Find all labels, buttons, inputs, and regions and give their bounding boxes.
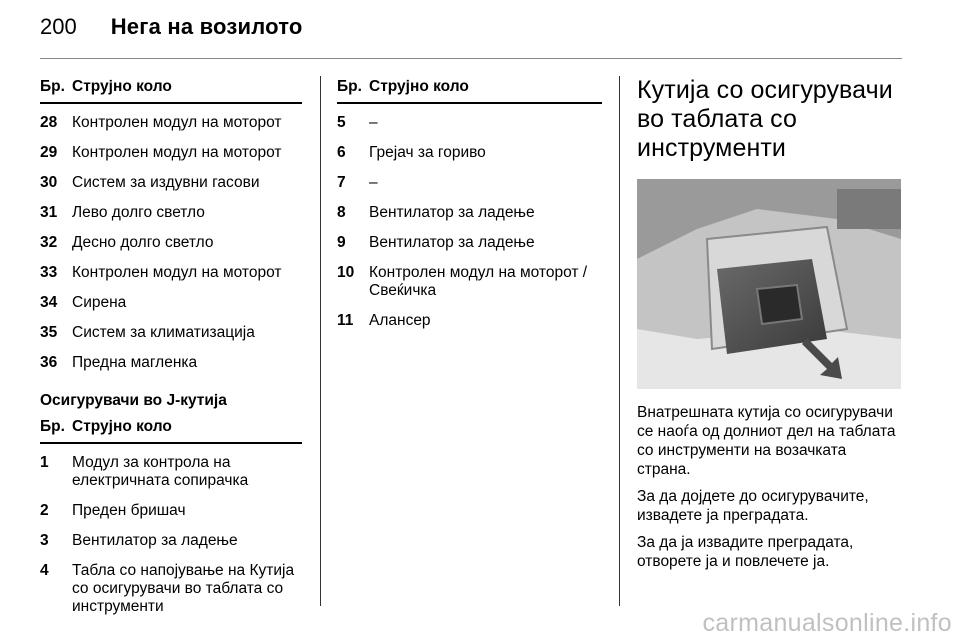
fuse-circuit: Систем за климатизација xyxy=(72,324,255,341)
table-header xyxy=(337,78,602,104)
fuse-circuit: Модул за контрола на електричната сопирачка xyxy=(72,454,249,489)
table-row xyxy=(40,174,302,192)
fuse-circuit: Контролен модул на моторот xyxy=(72,264,282,281)
j-box-subheading: Осигурувачи во J-кутија xyxy=(40,392,227,409)
photo-caption: Внатрешната кутија со осигурувачи се наоѓа од долниот дел на таблата со инструменти на возачката страна. xyxy=(637,404,896,478)
header-circuit: Струјно коло xyxy=(72,78,172,95)
fuse-circuit: – xyxy=(369,114,378,131)
fuse-rows-3 xyxy=(337,114,602,330)
instruction-paragraph-1: За да дојдете до осигурувачите, извадете ја преградата. xyxy=(637,488,869,524)
table-row xyxy=(40,454,302,490)
fuse-circuit: Вентилатор за ладење xyxy=(72,532,238,549)
table-row xyxy=(40,294,302,312)
header-circuit: Струјно коло xyxy=(72,418,172,435)
fuse-number: 6 xyxy=(337,144,346,161)
fuse-circuit: Систем за издувни гасови xyxy=(72,174,260,191)
fuse-number: 28 xyxy=(40,114,58,131)
header-number: Бр. xyxy=(40,78,65,95)
fuse-table-column-1 xyxy=(40,78,302,616)
table-row xyxy=(40,354,302,372)
fuse-number: 31 xyxy=(40,204,58,221)
fuse-number: 36 xyxy=(40,354,58,371)
fuse-circuit: – xyxy=(369,174,378,191)
fuse-number: 11 xyxy=(337,312,354,329)
fuse-circuit: Вентилатор за ладење xyxy=(369,204,535,221)
fuse-circuit: Сирена xyxy=(72,294,127,311)
fuse-number: 8 xyxy=(337,204,346,221)
table-row xyxy=(40,502,302,520)
table-row xyxy=(337,174,602,192)
section-title: Кутија со осигурувачи во таблата со инструменти xyxy=(637,76,893,162)
fuse-number: 32 xyxy=(40,234,58,251)
table-row xyxy=(40,204,302,222)
page-number: 200 xyxy=(40,14,77,39)
fuse-number: 4 xyxy=(40,562,49,579)
column-divider xyxy=(619,76,620,606)
header-number: Бр. xyxy=(337,78,362,95)
table-row xyxy=(40,532,302,550)
fuse-number: 10 xyxy=(337,264,355,281)
fuse-number: 7 xyxy=(337,174,346,191)
table-row xyxy=(337,234,602,252)
page-title: Нега на возилото xyxy=(110,14,303,39)
table-header xyxy=(40,78,302,104)
fuse-number: 1 xyxy=(40,454,49,471)
fuse-box-illustration xyxy=(637,179,901,389)
fuse-number: 2 xyxy=(40,502,49,519)
table-row xyxy=(337,312,602,330)
header-rule xyxy=(40,58,902,59)
table-row xyxy=(40,562,302,616)
fuse-number: 9 xyxy=(337,234,346,251)
table-header xyxy=(40,418,302,444)
table-row xyxy=(40,324,302,342)
instruction-paragraph-2: За да ја извадите преградата, отворете ја и повлечете ја. xyxy=(637,534,854,570)
fuse-circuit: Контролен модул на моторот xyxy=(72,144,282,161)
table-row xyxy=(40,114,302,132)
table-row xyxy=(337,204,602,222)
fuse-circuit: Вентилатор за ладење xyxy=(369,234,535,251)
fuse-number: 29 xyxy=(40,144,58,161)
fuse-circuit: Контролен модул на моторот / Свеќичка xyxy=(369,264,588,299)
fuse-number: 30 xyxy=(40,174,58,191)
table-row xyxy=(40,144,302,162)
watermark: carmanualsonline.info xyxy=(702,609,952,637)
fuse-number: 34 xyxy=(40,294,58,311)
fuse-circuit: Алансер xyxy=(369,312,431,329)
table-row xyxy=(337,264,602,300)
table-row xyxy=(40,234,302,252)
fuse-table-column-2 xyxy=(337,78,602,330)
fuse-circuit: Контролен модул на моторот xyxy=(72,114,282,131)
fuse-circuit: Табла со напојување на Кутија со осигурувачи во таблата со инструменти xyxy=(72,562,295,615)
fuse-rows-1 xyxy=(40,114,302,372)
fuse-circuit: Грејач за гориво xyxy=(369,144,486,161)
table-row xyxy=(40,264,302,282)
page-header xyxy=(40,14,303,40)
fuse-circuit: Преден бришач xyxy=(72,502,186,519)
fuse-number: 3 xyxy=(40,532,49,549)
fuse-circuit: Лево долго светло xyxy=(72,204,205,221)
fuse-rows-2 xyxy=(40,454,302,616)
table-row xyxy=(337,144,602,162)
fuse-circuit: Предна магленка xyxy=(72,354,198,371)
fuse-box-section xyxy=(637,76,902,571)
column-divider xyxy=(320,76,321,606)
fuse-number: 35 xyxy=(40,324,58,341)
table-row xyxy=(337,114,602,132)
fuse-number: 33 xyxy=(40,264,58,281)
fuse-number: 5 xyxy=(337,114,346,131)
fuse-box-photo xyxy=(637,179,901,389)
header-number: Бр. xyxy=(40,418,65,435)
header-circuit: Струјно коло xyxy=(369,78,469,95)
fuse-circuit: Десно долго светло xyxy=(72,234,214,251)
